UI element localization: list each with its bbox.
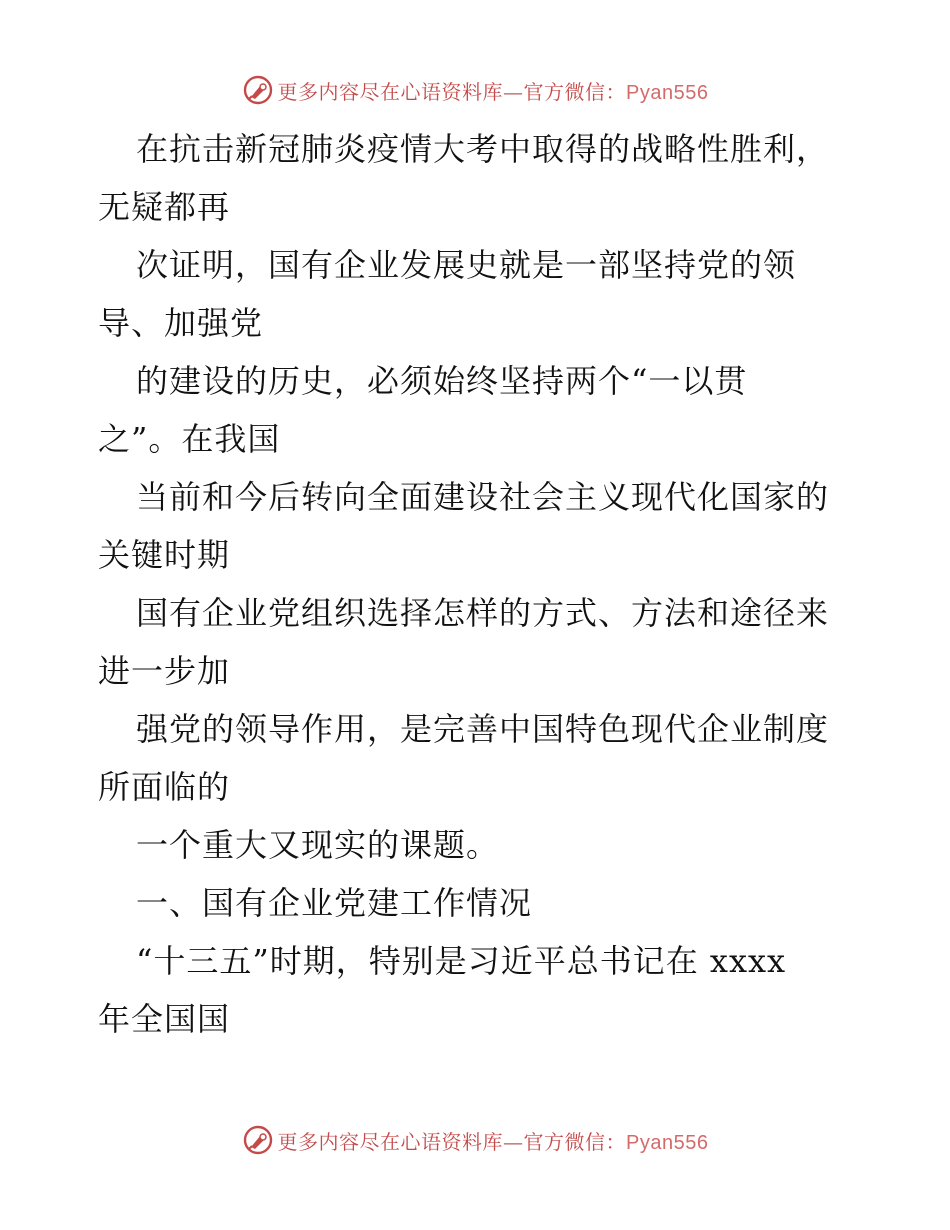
body-line: 在抗击新冠肺炎疫情大考中取得的战略性胜利， bbox=[136, 130, 830, 168]
body-line: “十三五”时期，特别是习近平总书记在 xxxx bbox=[136, 942, 787, 980]
body-line: 强党的领导作用，是完善中国特色现代企业制度 bbox=[136, 710, 830, 748]
pen-nib-seal-icon bbox=[242, 1124, 274, 1156]
body-line: 次证明，国有企业发展史就是一部坚持党的领 bbox=[136, 246, 797, 284]
body-line: 的建设的历史，必须始终坚持两个“一以贯 bbox=[136, 362, 748, 400]
pen-nib-seal-icon bbox=[242, 74, 274, 106]
body-line: 当前和今后转向全面建设社会主义现代化国家的 bbox=[136, 478, 830, 516]
body-line: 关键时期 bbox=[98, 536, 231, 574]
header-banner-main: 更多内容尽在心语资料库 bbox=[277, 79, 504, 104]
footer-banner-text bbox=[278, 1126, 709, 1155]
footer-banner-main: 更多内容尽在心语资料库 bbox=[277, 1129, 504, 1154]
body-line: 无疑都再 bbox=[98, 188, 231, 226]
header-banner-sep: — bbox=[503, 79, 524, 104]
document-body bbox=[98, 120, 858, 1048]
body-line: 进一步加 bbox=[98, 652, 231, 690]
header-banner-wechat-id: Pyan556 bbox=[626, 81, 709, 104]
header-banner-wechat-label: 官方微信： bbox=[523, 79, 627, 104]
section-heading: 一、国有企业党建工作情况 bbox=[136, 884, 533, 922]
header-banner-text bbox=[278, 76, 709, 105]
footer-banner-wechat-id: Pyan556 bbox=[626, 1131, 709, 1154]
header-banner bbox=[0, 70, 950, 110]
footer-banner-wechat-label: 官方微信： bbox=[523, 1129, 627, 1154]
body-line: 之”。在我国 bbox=[98, 420, 281, 458]
body-line: 导、加强党 bbox=[98, 304, 264, 342]
body-line: 所面临的 bbox=[98, 768, 231, 806]
body-line: 国有企业党组织选择怎样的方式、方法和途径来 bbox=[136, 594, 830, 632]
body-line: 年全国国 bbox=[98, 1000, 231, 1038]
body-line: 一个重大又现实的课题。 bbox=[136, 826, 500, 864]
footer-banner-sep: — bbox=[503, 1129, 524, 1154]
footer-banner bbox=[0, 1120, 950, 1160]
